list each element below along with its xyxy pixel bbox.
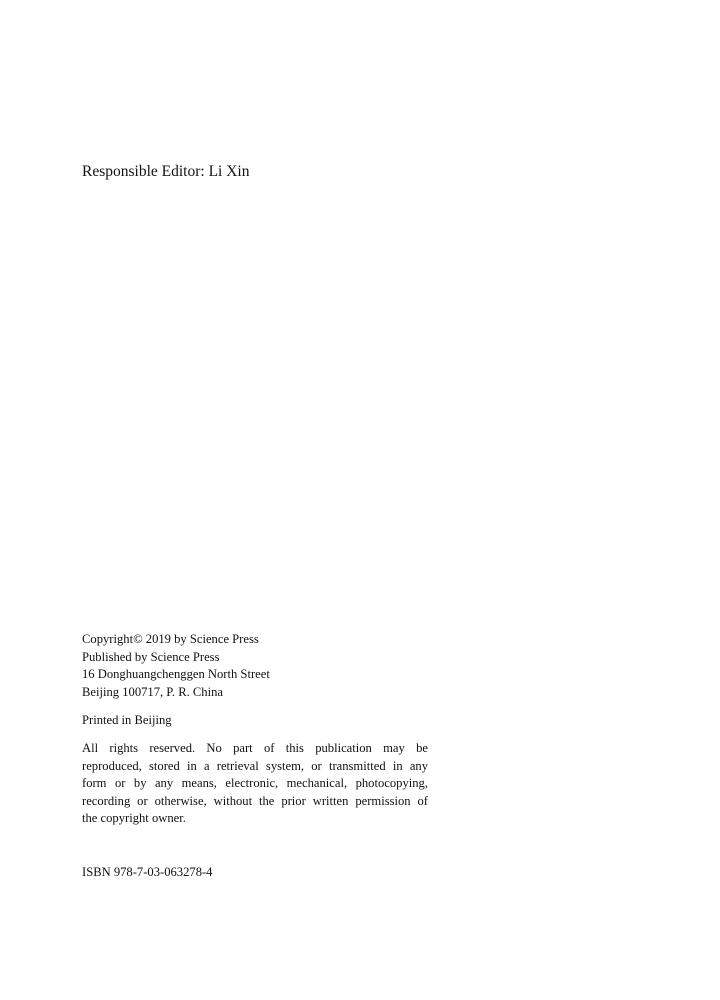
rights-line: reproduced, stored in a retrieval system, or transmitted in any: [82, 758, 428, 773]
publisher-imprint: [82, 631, 428, 701]
copyright-notice: Copyright© 2019 by Science Press: [82, 632, 259, 646]
rights-line: form or by any means, electronic, mechanical, photocopying,: [82, 776, 428, 791]
publisher-address-city: Beijing 100717, P. R. China: [82, 684, 223, 699]
rights-statement: [82, 740, 428, 828]
publisher-line: Published by Science Press: [82, 649, 220, 664]
rights-line: the copyright owner.: [82, 811, 186, 826]
rights-line: All rights reserved. No part of this publication may be: [82, 741, 428, 755]
publisher-address-street: 16 Donghuangchenggen North Street: [82, 667, 270, 682]
rights-line: recording or otherwise, without the prior written permission of: [82, 793, 428, 808]
printed-location: Printed in Beijing: [82, 713, 172, 727]
isbn-number: ISBN 978-7-03-063278-4: [82, 865, 213, 879]
responsible-editor: Responsible Editor: Li Xin: [82, 163, 250, 180]
